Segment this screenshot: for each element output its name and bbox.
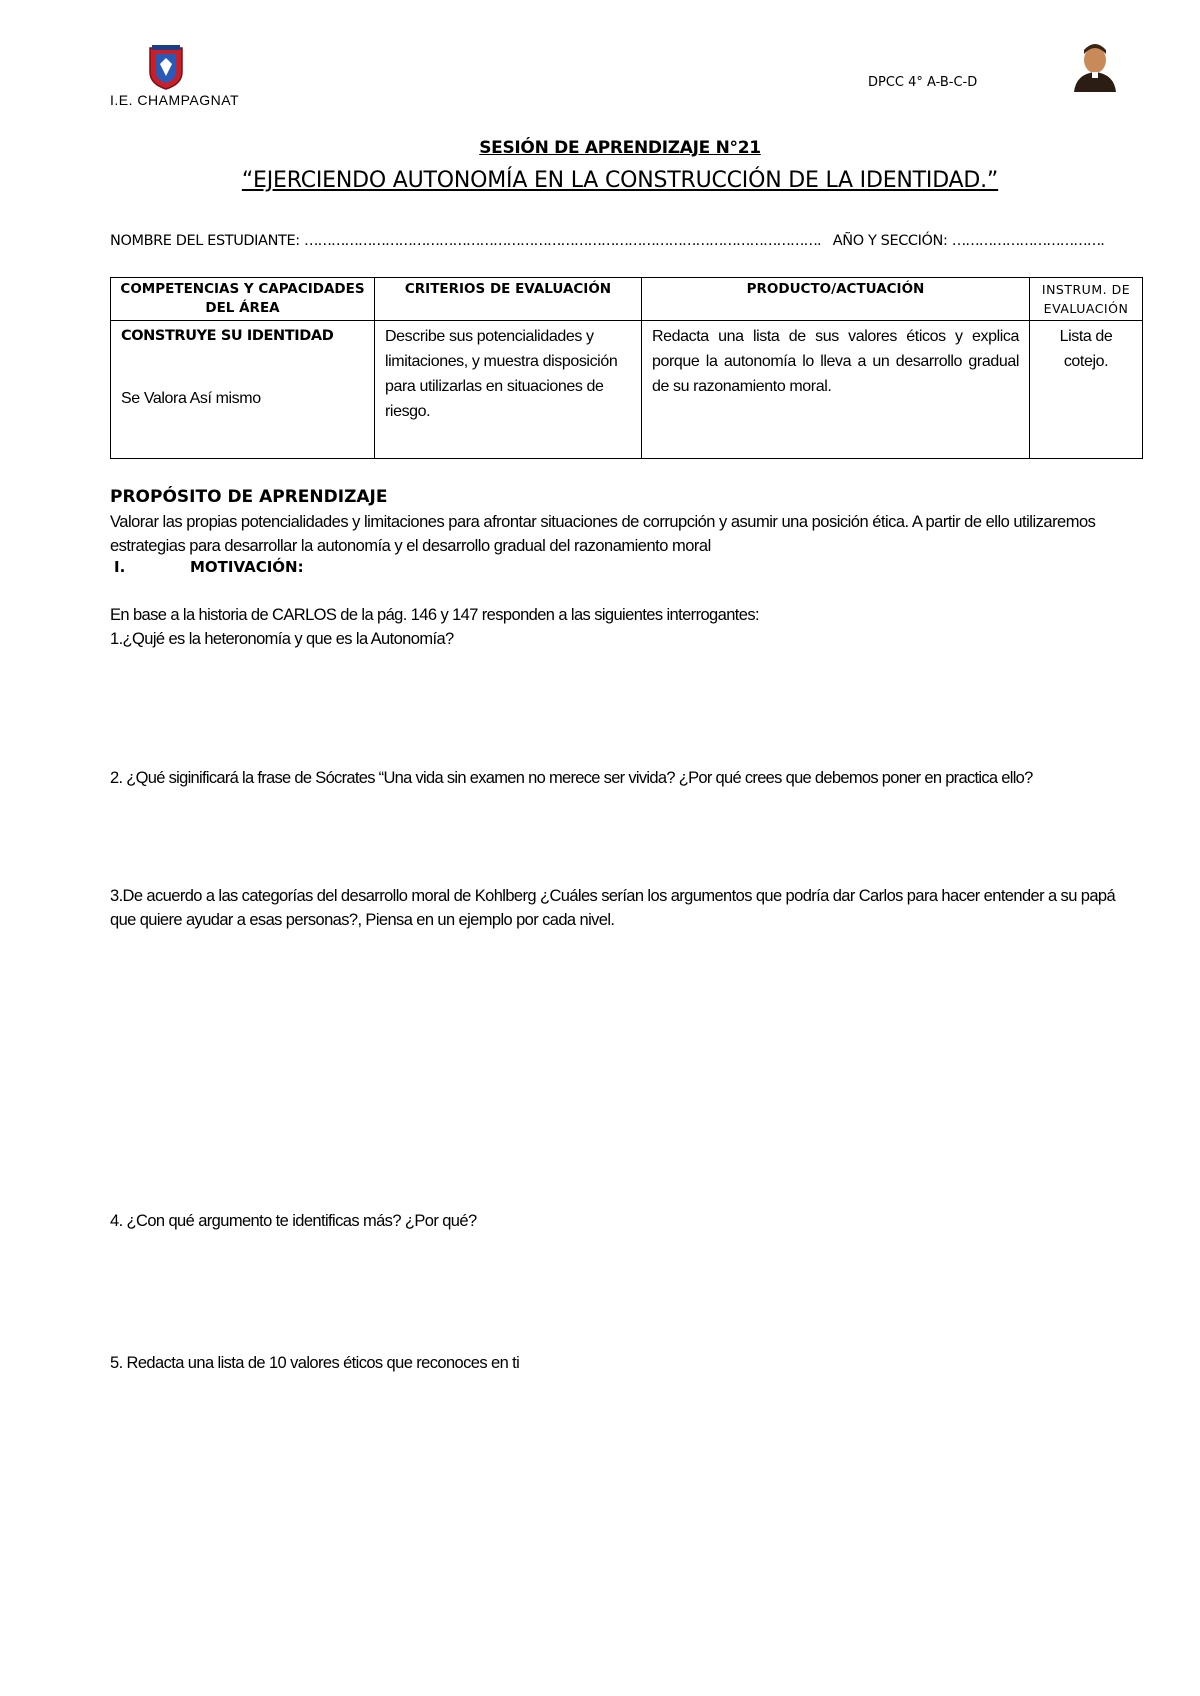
table-row	[111, 321, 1143, 459]
criterios-cell: Describe sus potencialidades y limitaciones, y muestra disposición para utilizarlas en situaciones de riesgo.	[375, 321, 642, 459]
competencia-cell	[111, 321, 375, 459]
header-instrumento: INSTRUM. DE EVALUACIÓN	[1030, 278, 1143, 321]
table-header-row	[111, 278, 1143, 321]
header-competencias: COMPETENCIAS Y CAPACIDADES DEL ÁREA	[111, 278, 375, 321]
competencia-text: CONSTRUYE SU IDENTIDAD	[121, 328, 334, 344]
question-5: 5. Redacta una lista de 10 valores éticos que reconoces en ti	[110, 1354, 520, 1372]
capacidad-text: Se Valora Así mismo	[121, 390, 261, 407]
school-name: I.E. CHAMPAGNAT	[110, 92, 240, 108]
proposito-text: Valorar las propias potencialidades y limitaciones para afrontar situaciones de corrupción y asumir una posición ética. A partir de ello utilizaremos estrategias para desarrollar la autonomía y el desarrollo gradual del razonamiento moral	[110, 513, 1096, 555]
question-2: 2. ¿Qué siginificará la frase de Sócrates “Una vida sin examen no merece ser vivida? ¿Por qué crees que debemos poner en practica ello?	[110, 769, 1033, 787]
section-label: AÑO Y SECCIÓN:	[832, 233, 948, 249]
student-info-line	[110, 233, 1104, 249]
instrumento-cell: Lista de cotejo.	[1030, 321, 1143, 459]
section-field[interactable]: …………………………….	[951, 233, 1104, 249]
course-label: DPCC 4° A-B-C-D	[868, 75, 978, 90]
question-3: 3.De acuerdo a las categorías del desarrollo moral de Kohlberg ¿Cuáles serían los argumentos que podría dar Carlos para hacer entender a su papá que quiere ayudar a esas personas?, Piensa en un ejemplo por cada nivel.	[110, 887, 1116, 929]
producto-cell: Redacta una lista de sus valores éticos y explica porque la autonomía lo lleva a un desarrollo gradual de su razonamiento moral.	[642, 321, 1030, 459]
portrait-icon	[1072, 40, 1118, 92]
motivacion-title: MOTIVACIÓN:	[190, 558, 304, 576]
question-1: 1.¿Qujé es la heteronomía y que es la Autonomía?	[110, 630, 454, 648]
motivacion-intro: En base a la historia de CARLOS de la pág. 146 y 147 responden a las siguientes interrogantes:	[110, 606, 759, 624]
proposito-heading: PROPÓSITO DE APRENDIZAJE	[110, 487, 388, 507]
student-name-field[interactable]: …………………………………………………………………………………………………….	[303, 233, 821, 249]
motivacion-number: I.	[114, 558, 126, 576]
student-name-label: NOMBRE DEL ESTUDIANTE:	[110, 233, 300, 249]
school-crest-icon	[148, 44, 184, 90]
evaluation-table	[110, 277, 1143, 459]
main-title: “EJERCIENDO AUTONOMÍA EN LA CONSTRUCCIÓN DE LA IDENTIDAD.”	[241, 168, 999, 193]
session-title: SESIÓN DE APRENDIZAJE N°21	[479, 138, 761, 158]
header-producto: PRODUCTO/ACTUACIÓN	[642, 278, 1030, 321]
header-criterios: CRITERIOS DE EVALUACIÓN	[375, 278, 642, 321]
motivacion-heading	[110, 558, 304, 576]
question-4: 4. ¿Con qué argumento te identificas más? ¿Por qué?	[110, 1212, 477, 1230]
